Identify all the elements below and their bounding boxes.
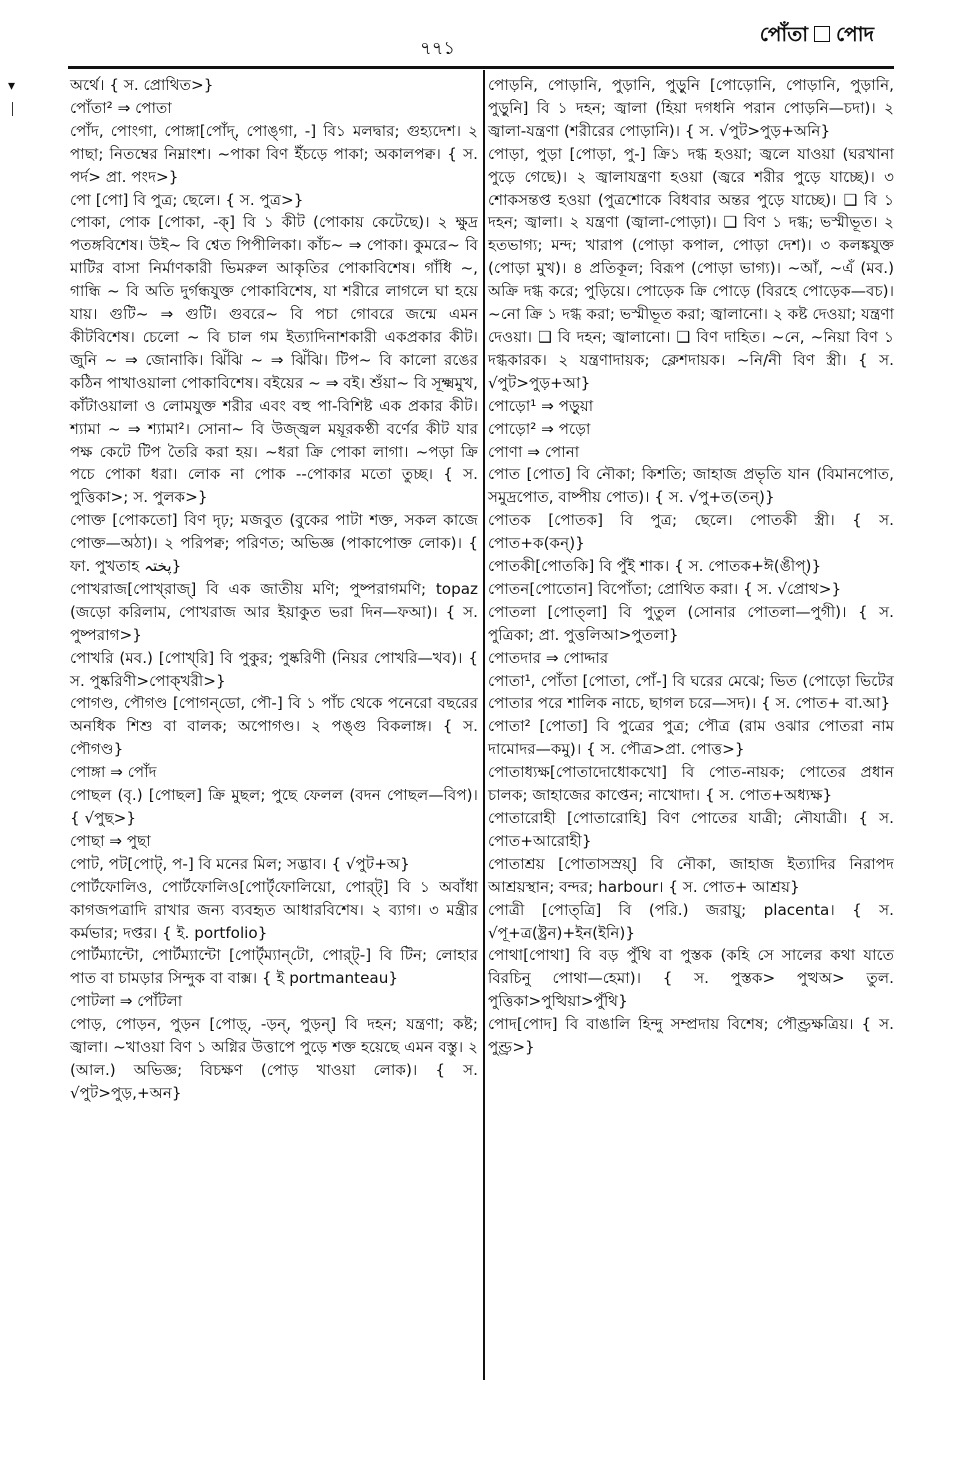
dictionary-entry: পোঁতা² ⇒ পোতা	[70, 98, 172, 117]
dictionary-entry: পোখরাজ[পোখ্‌রাজ্] বি এক জাতীয় মণি; পুষ্পরাগমণি; topaz (জড়ো করিলাম, পোখরাজ আর ইয়াকুত ভরা দিন—ফআ)। { স. পুষ্পরাগ>}	[70, 579, 478, 644]
margin-tick	[12, 102, 13, 116]
dictionary-entry: পোতা² [পোতা] বি পুত্রের পুত্র; পৌত্র (রাম ওঝার পোতরা নাম দামোদর—কমু)। { স. পৌত্র>প্রা. পোত্ত>}	[488, 717, 894, 759]
dictionary-entry: পোটলা ⇒ পোঁটলা	[70, 992, 183, 1011]
dictionary-entry: পোকা, পোক [পোকা, -ক্] বি ১ কীট (পোকায় কেটেছে)। ২ ক্ষুদ্র পতঙ্গবিশেষ। উই~ বি শ্বেত পিপীলিকা। কাঁচ~ ⇒ পোকা। কুমরে~ বি মাটির বাসা নির্মাণকারী ভিমরুল আকৃতির পোকাবিশেষ। গাঁধি ~, গান্ধি ~ বি অতি দুর্গন্ধযুক্ত পোকাবিশেষ, যা শরীরে লাগলে ঘা হয়ে যায়। গুটি~ ⇒ গুটি। গুবরে~ বি পচা গোবরে জন্মে এমন কীটবিশেষ। চেলো ~ বি চাল গম ইত্যাদিনাশকারী একপ্রকার কীট। জুনি ~ ⇒ জোনাকি। ঝিঁঝি ~ ⇒ ঝিঁঝি। টিপ~ বি কালো রঙের কঠিন পাখাওয়ালা পোকাবিশেষ। বইয়ের ~ ⇒ বই। শুঁয়া~ বি সূক্ষ্মমুখ, কাঁটাওয়ালা ও লোমযুক্ত শরীর এবং বহু পা-বিশিষ্ট এক প্রকার কীট। শ্যামা ~ ⇒ শ্যামা²। সোনা~ বি উজ্জ্বল ময়ূরকণ্ঠী বর্ণের কীট যার পক্ষ কেটে টিপ তৈরি করা হয়। ~ধরা ক্রি পোকা লাগা। ~পড়া ক্রি পচে পোকা ধরা। লোক না পোক --পোকার মতো তুচ্ছ। { স. পুত্তিকা>; স. পুলক>}	[70, 213, 478, 507]
dictionary-entry: পোতা¹, পোঁতা [পোতা, পোঁ-] বি ঘরের মেঝে; ভিত (পোড়ো ভিটের পোতার পরে শালিক নাচে, ছাগল চরে—সদ)। { স. পোত+ বা.আ}	[488, 671, 894, 713]
dictionary-entry: পোছল (বৃ.) [পোছল] ক্রি মুছল; পুছে ফেলল (বদন পোছল—বিপ)। { √পুছ>}	[70, 786, 478, 827]
dictionary-entry: পোট, পট[পোট্, প-] বি মনের মিল; সদ্ভাব। { √পুট+অ}	[70, 854, 410, 873]
dictionary-entry: পোড়ো² ⇒ পড়ো	[488, 419, 591, 438]
dictionary-entry: পোঙ্গা ⇒ পোঁদ	[70, 763, 157, 782]
dictionary-entry: পোতদার ⇒ পোদ্দার	[488, 648, 609, 667]
right-column	[488, 74, 894, 1059]
dictionary-entry: পোতাশ্রয় [পোতাসস্রয়্] বি নৌকা, জাহাজ ইত্যাদির নিরাপদ আশ্রয়স্থান; বন্দর; harbour। { স. পোত+ আশ্রয়}	[488, 854, 894, 896]
dictionary-entry: পোড়া, পুড়া [পোড়া, পু-] ক্রি১ দগ্ধ হওয়া; জ্বলে যাওয়া (ঘরখানা পুড়ে গেছে)। ২ জ্বালাযন্ত্রণা হওয়া (জ্বরে শরীর পুড়ে যাচ্ছে)। ৩ শোকসন্তপ্ত হওয়া (পুত্রশোকে বিধবার অন্তর পুড়ে যাচ্ছে)। ❑ বি ১ দহন; জ্বালা। ২ যন্ত্রণা (জ্বালা-পোড়া)। ❑ বিণ ১ দগ্ধ; ভস্মীভূত। ২ হতভাগ্য; মন্দ; খারাপ (পোড়া কপাল, পোড়া দেশ)। ৩ কলঙ্কযুক্ত (পোড়া মুখ)। ৪ প্রতিকূল; বিরূপ (পোড়া ভাগ্য)। ~আঁ, ~এঁ (মব.) অক্রি দগ্ধ করে; পুড়িয়ে। পোড়েক ক্রি পোড়ে (বিরহে পোড়েক—বচ)। ~নো ক্রি ১ দগ্ধ করা; ভস্মীভূত করা; জ্বালানো। ২ কষ্ট দেওয়া; যন্ত্রণা দেওয়া। ❑ বি দহন; জ্বালানো। ❑ বিণ দাহিত। ~নে, ~নিয়া বিণ ১ দগ্ধকারক। ২ যন্ত্রণাদায়ক; ক্লেশদায়ক। ~নি/নী বিণ স্ত্রী। { স. √পুট>পুড়+আ}	[488, 144, 894, 392]
left-column	[70, 74, 478, 1105]
dictionary-entry: পোগণ্ড, পৌগণ্ড [পোগন্‌ডো, পৌ-] বি ১ পাঁচ থেকে পনেরো বছরের অনধিক শিশু বা বালক; অপোগণ্ড। ২ পঙ্গু বিকলাঙ্গ। { স. পৌগণ্ড}	[70, 694, 478, 759]
guide-separator-box	[814, 26, 830, 42]
dictionary-entry: পোছা ⇒ পুছা	[70, 831, 151, 850]
guide-word-first: পোঁতা	[759, 22, 808, 46]
dictionary-entry: পোদ[পোদ] বি বাঙালি হিন্দু সম্প্রদায় বিশেষ; পৌণ্ড্রক্ষত্রিয়। { স. পুণ্ড্র>}	[488, 1015, 894, 1057]
dictionary-entry: পোড়, পোড়ন, পুড়ন [পোড়্, -ড়ন্, পুড়ন্] বি দহন; যন্ত্রণা; কষ্ট; জ্বালা। ~খাওয়া বিণ ১ অগ্নির উত্তাপে পুড়ে শক্ত হয়েছে এমন বস্তু। ২ (আল.) অভিজ্ঞ; বিচক্ষণ (পোড় খাওয়া লোক)। { স. √পুট>পুড়,+অন}	[70, 1015, 478, 1102]
dictionary-entry: পোখরি (মব.) [পোখ্‌রি] বি পুকুর; পুষ্করিণী (নিয়র পোখরি—খব)। { স. পুষ্করিণী>পোক্খরী>}	[70, 648, 478, 690]
dictionary-entry: পোতলা [পোত্‌লা] বি পুতুল (সোনার পোতলা—পুগী)। { স. পুত্রিকা; প্রা. পুত্তলিআ>পুতলা}	[488, 602, 894, 644]
column-divider	[483, 70, 485, 1380]
dictionary-entry: পোতকী[পোতকি] বি পুঁই শাক। { স. পোতক+ঈ(ঙীপ্)}	[488, 557, 822, 576]
dictionary-entry: পোথা[পোথা] বি বড় পুঁথি বা পুস্তক (কহি সে সালের কথা যাতে বিরচিনু পোথা—হেমা)। { স. পুস্তক> পুত্থঅ> তুল. পুত্তিকা>পুত্থিয়া>পুঁথি}	[488, 946, 894, 1011]
guide-words	[760, 20, 874, 53]
dictionary-entry: পোতক [পোতক] বি পুত্র; ছেলে। পোতকী স্ত্রী। { স. পোত+ক(কন্)}	[488, 511, 894, 553]
dictionary-entry: পোর্টফোলিও, পোর্টফোলিও[পোর্ট্‌ফোলিয়ো, পোর্‌ট্] বি ১ অবাঁধা কাগজপত্রাদি রাখার জন্য ব্যবহৃত আধারবিশেষ। ২ ব্যাগ। ৩ মন্ত্রীর কর্মভার; দপ্তর। { ই. portfolio}	[70, 877, 478, 942]
dictionary-entry: পোতারোহী [পোতারোহি] বিণ পোতের যাত্রী; নৌযাত্রী। { স. পোত+আরোহী}	[488, 809, 894, 850]
page-number: ৭৭১	[420, 38, 456, 59]
margin-mark: ▾	[8, 78, 16, 94]
header-rule	[68, 66, 894, 69]
dictionary-entry: পো [পো] বি পুত্র; ছেলে। { স. পুত্র>}	[70, 190, 304, 209]
dictionary-entry: পোত্রী [পোত্‌ত্রি] বি (পরি.) জরায়ু; placenta। { স. √পূ+ত্র(ষ্ট্রন)+ইন(ইনি)}	[488, 900, 894, 942]
dictionary-entry: পোতাধ্যক্ষ[পোতাদোধোকখো] বি পোত-নায়ক; পোতের প্রধান চালক; জাহাজের কাপ্তেন; নাখোদা। { স. পোত+অধ্যক্ষ}	[488, 763, 894, 805]
dictionary-entry: পোঁদ, পোংগা, পোঙ্গা[পোঁদ্, পোঙ্‌গা, -] বি১ মলদ্বার; গুহ্যদেশ। ২ পাছা; নিতম্বের নিম্নাংশ। ~পাকা বিণ ইঁচড়ে পাকা; অকালপক্ব। { স. পর্দ> প্রা. পংদ>}	[70, 121, 478, 186]
dictionary-entry: পোড়নি, পোড়ানি, পুড়ানি, পুড়ুনি [পোড়োনি, পোড়ানি, পুড়ানি, পুড়ুনি] বি ১ দহন; জ্বালা (হিয়া দগধনি পরান পোড়নি—চদা)। ২ জ্বালা-যন্ত্রণা (শরীরের পোড়ানি)। { স. √পুট>পুড়+অনি}	[488, 76, 894, 140]
guide-word-last: পোদ	[836, 22, 874, 46]
dictionary-entry: পোক্ত [পোকতো] বিণ দৃঢ়; মজবুত (বুকের পাটা শক্ত, সকল কাজে পোক্ত—অঠা)। ২ পরিপক্ব; পরিণত; অভিজ্ঞ (পাকাপোক্ত লোক)। { ফা. পুখতাহ پختہ}	[70, 511, 478, 576]
dictionary-entry: পোণা ⇒ পোনা	[488, 442, 580, 461]
dictionary-entry: অর্থে। { স. প্রোথিত>}	[70, 76, 214, 94]
dictionary-entry: পোতন[পোতোন] বিপোঁতা; প্রোথিত করা। { স. √প্রোথ>}	[488, 579, 842, 598]
dictionary-entry: পোর্টম্যান্টো, পোর্টম্যান্টো [পোর্ট্‌ম্যান্‌টো, পোর্‌ট্-] বি টিন; লোহার পাত বা চামড়ার সিন্দুক বা বাক্স। { ই portmanteau}	[70, 946, 478, 988]
dictionary-entry: পোড়ো¹ ⇒ পড়ুয়া	[488, 396, 594, 415]
dictionary-entry: পোত [পোত] বি নৌকা; কিশতি; জাহাজ প্রভৃতি যান (বিমানপোত, সমুদ্রপোত, বাষ্পীয় পোত)। { স. √পু+ত(তন্)}	[488, 465, 894, 507]
